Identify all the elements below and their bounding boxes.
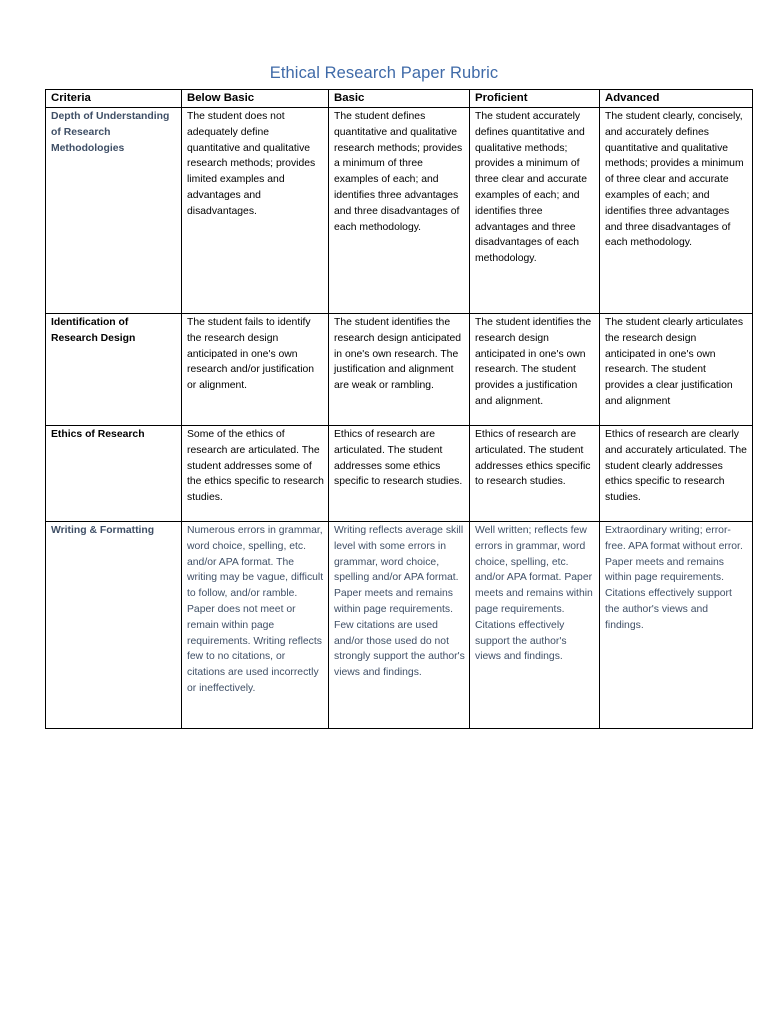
criteria-cell: Depth of Understanding of Research Methodologies — [46, 108, 182, 314]
below-basic-cell: The student does not adequately define quantitative and qualitative research methods; provides limited examples and advantages and disadvantages. — [182, 108, 329, 314]
proficient-cell: The student identifies the research design anticipated in one's own research. The student provides a justification and alignment. — [470, 314, 600, 426]
advanced-cell: The student clearly articulates the research design anticipated in one's own research. The student provides a clear justification and alignment — [600, 314, 753, 426]
basic-cell: Writing reflects average skill level with some errors in grammar, word choice, spelling and/or APA format. Paper meets and remains within page requirements. Few citations are used and/or those used do not strongly support the author's views and findings. — [329, 522, 470, 729]
proficient-cell: The student accurately defines quantitative and qualitative methods; provides a minimum of three clear and accurate examples of each; and identifies three advantages and three disadvantages of each methodology. — [470, 108, 600, 314]
basic-cell: Ethics of research are articulated. The student addresses some ethics specific to research studies. — [329, 426, 470, 522]
table-row — [46, 426, 753, 522]
header-criteria: Criteria — [46, 90, 182, 108]
advanced-cell: Ethics of research are clearly and accurately articulated. The student clearly addresses ethics specific to research studies. — [600, 426, 753, 522]
criteria-cell: Writing & Formatting — [46, 522, 182, 729]
header-row — [46, 90, 753, 108]
table-row — [46, 108, 753, 314]
table-row — [46, 522, 753, 729]
table-row — [46, 314, 753, 426]
header-basic: Basic — [329, 90, 470, 108]
criteria-cell: Identification of Research Design — [46, 314, 182, 426]
rubric-table — [45, 89, 753, 729]
page-title: Ethical Research Paper Rubric — [269, 64, 499, 82]
below-basic-cell: The student fails to identify the research design anticipated in one's own research and/or justification or alignment. — [182, 314, 329, 426]
advanced-cell: The student clearly, concisely, and accurately defines quantitative and qualitative methods; provides a minimum of three clear and accurate examples of each; and identifies three advantages and three disadvantages of each methodology. — [600, 108, 753, 314]
basic-cell: The student identifies the research design anticipated in one's own research. The justification and alignment are weak or rambling. — [329, 314, 470, 426]
proficient-cell: Well written; reflects few errors in grammar, word choice, spelling, etc. and/or APA format. Paper meets and remains within page requirements. Citations effectively support the author's views and findings. — [470, 522, 600, 729]
header-proficient: Proficient — [470, 90, 600, 108]
basic-cell: The student defines quantitative and qualitative research methods; provides a minimum of three examples of each; and identifies three advantages and three disadvantages of each methodology. — [329, 108, 470, 314]
below-basic-cell: Some of the ethics of research are articulated. The student addresses some of the ethics specific to research studies. — [182, 426, 329, 522]
criteria-cell: Ethics of Research — [46, 426, 182, 522]
below-basic-cell: Numerous errors in grammar, word choice, spelling, etc. and/or APA format. The writing may be vague, difficult to follow, and/or ramble. Paper does not meet or remain within page requirements. Writing reflects few to no citations, or citations are used incorrectly or ineffectively. — [182, 522, 329, 729]
advanced-cell: Extraordinary writing; error-free. APA format without error. Paper meets and remains within page requirements. Citations effectively support the author's views and findings. — [600, 522, 753, 729]
header-below-basic: Below Basic — [182, 90, 329, 108]
proficient-cell: Ethics of research are articulated. The student addresses ethics specific to research studies. — [470, 426, 600, 522]
header-advanced: Advanced — [600, 90, 753, 108]
